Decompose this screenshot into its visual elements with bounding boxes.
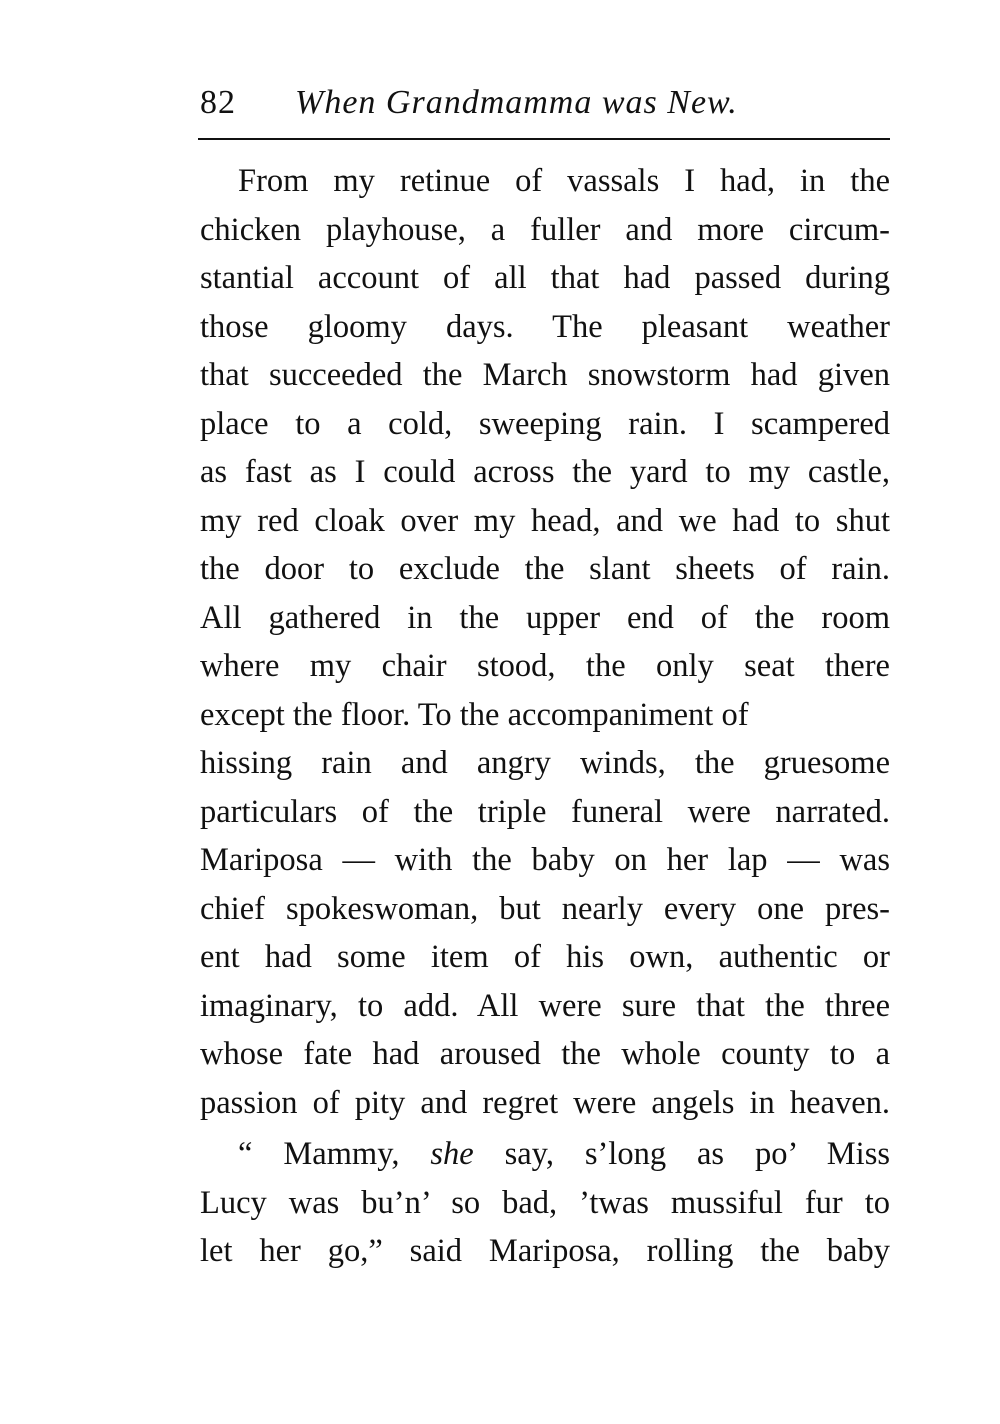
page-header xyxy=(200,78,890,128)
text-line: Lucy was bu’n’ so bad, ’twas mussiful fur to xyxy=(200,1184,890,1221)
body-text xyxy=(200,157,890,1276)
text-line: those gloomy days. The pleasant weather xyxy=(200,308,890,345)
text-line: as fast as I could across the yard to my castle, xyxy=(200,454,890,490)
header-rule xyxy=(198,138,890,140)
text-line: ent had some item of his own, authentic or xyxy=(200,939,890,975)
text-line: All gathered in the upper end of the room xyxy=(200,599,890,636)
text-line: that succeeded the March snowstorm had given xyxy=(200,357,890,393)
text-line: let her go,” said Mariposa, rolling the baby xyxy=(200,1233,890,1269)
quote-rest-text: say, s’long as po’ Miss xyxy=(473,1136,890,1172)
text-line: stantial account of all that had passed during xyxy=(200,260,890,296)
text-line: except the floor. To the accompaniment of xyxy=(200,696,749,733)
text-line: hissing rain and angry winds, the gruesome xyxy=(200,745,890,781)
text-line: particulars of the triple funeral were narrated. xyxy=(200,793,890,830)
text-line xyxy=(200,1130,890,1179)
text-line: passion of pity and regret were angels in heaven. xyxy=(200,1084,890,1121)
text-line: whose fate had aroused the whole county to a xyxy=(200,1036,890,1072)
text-line: my red cloak over my head, and we had to shut xyxy=(200,502,890,539)
text-line: imaginary, to add. All were sure that the three xyxy=(200,987,890,1024)
italic-emphasis: she xyxy=(430,1136,474,1172)
text-line: chief spokeswoman, but nearly every one pres- xyxy=(200,890,890,927)
text-line: where my chair stood, the only seat there xyxy=(200,648,890,684)
text-line: place to a cold, sweeping rain. I scampered xyxy=(200,405,890,442)
page-number: 82 xyxy=(200,84,236,121)
text-line: Mariposa — with the baby on her lap — was xyxy=(200,842,890,878)
quote-open-text: “ Mammy, xyxy=(238,1136,431,1172)
text-line: the door to exclude the slant sheets of rain. xyxy=(200,551,890,587)
text-line: chicken playhouse, a fuller and more circum- xyxy=(200,211,890,248)
text-line: From my retinue of vassals I had, in the xyxy=(238,163,890,199)
running-title: When Grandmamma was New. xyxy=(295,84,738,121)
